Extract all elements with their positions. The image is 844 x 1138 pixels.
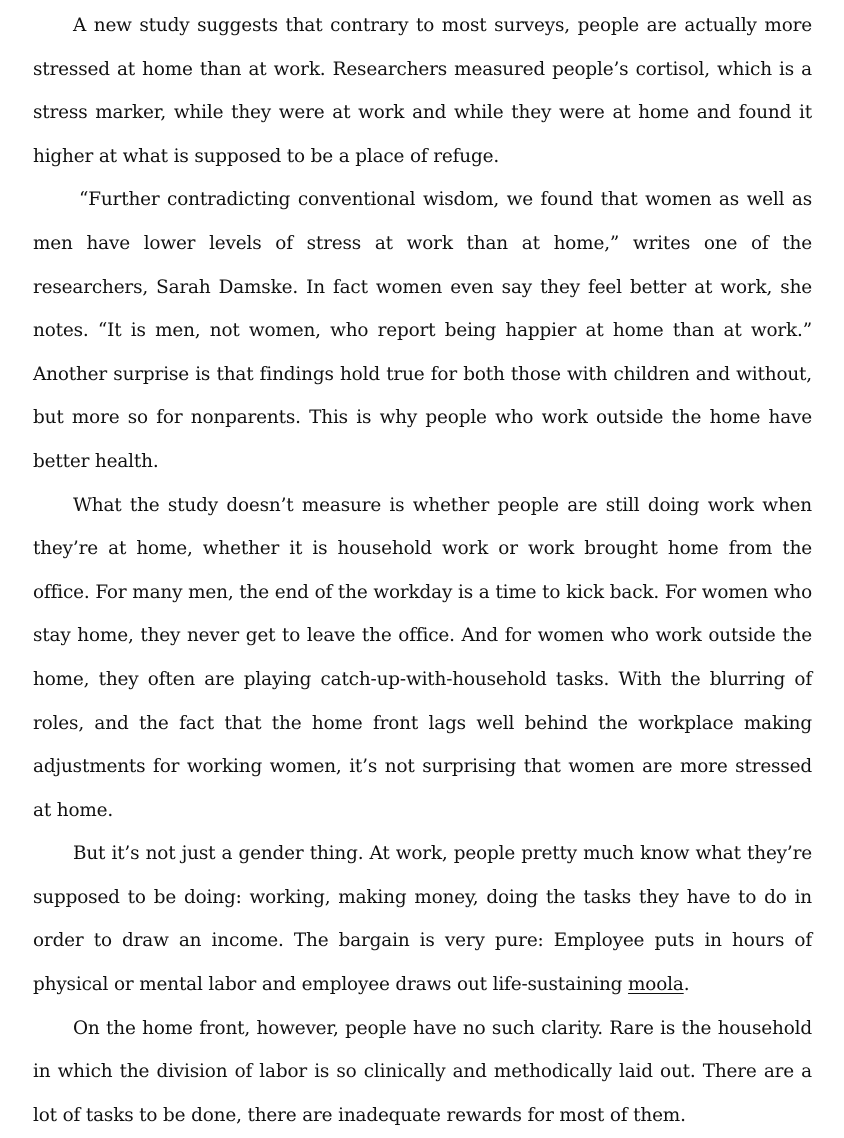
document-body	[33, 4, 812, 1137]
paragraph-2: “Further contradicting conventional wisdom, we found that women as well as men have lower levels of stress at work than at home,” writes one of the researchers, Sarah Damske. In fact women even say they feel better at work, she notes. “It is men, not women, who report being happier at home than at work.” Another surprise is that findings hold true for both those with children and without, but more so for nonparents. This is why people who work outside the home have better health.	[33, 189, 812, 472]
paragraph-4	[33, 832, 812, 1006]
paragraph-4-text: But it’s not just a gender thing. At work, people pretty much know what they’re supposed to be doing: working, making money, doing the tasks they have to do in order to draw an income. The bargain is very pure: Employee puts in hours of physical or mental labor and employee draws out life-sustaining	[33, 843, 812, 996]
paragraph-1: A new study suggests that contrary to most surveys, people are actually more stressed at home than at work. Researchers measured people’s cortisol, which is a stress marker, while they were at work and while they were at home and found it higher at what is supposed to be a place of refuge.	[33, 15, 812, 167]
paragraph-3: What the study doesn’t measure is whether people are still doing work when they’re at home, whether it is household work or work brought home from the office. For many men, the end of the workday is a time to kick back. For women who stay home, they never get to leave the office. And for women who work outside the home, they often are playing catch-up-with-household tasks. With the blurring of roles, and the fact that the home front lags well behind the workplace making adjustments for working women, it’s not surprising that women are more stressed at home.	[33, 494, 812, 821]
paragraph-4-end: .	[683, 974, 690, 996]
paragraph-5: On the home front, however, people have no such clarity. Rare is the household in which the division of labor is so clinically and methodically laid out. There are a lot of tasks to be done, there are inadequate rewards for most of them.	[33, 1017, 812, 1126]
underlined-word-moola: moola	[628, 974, 684, 996]
